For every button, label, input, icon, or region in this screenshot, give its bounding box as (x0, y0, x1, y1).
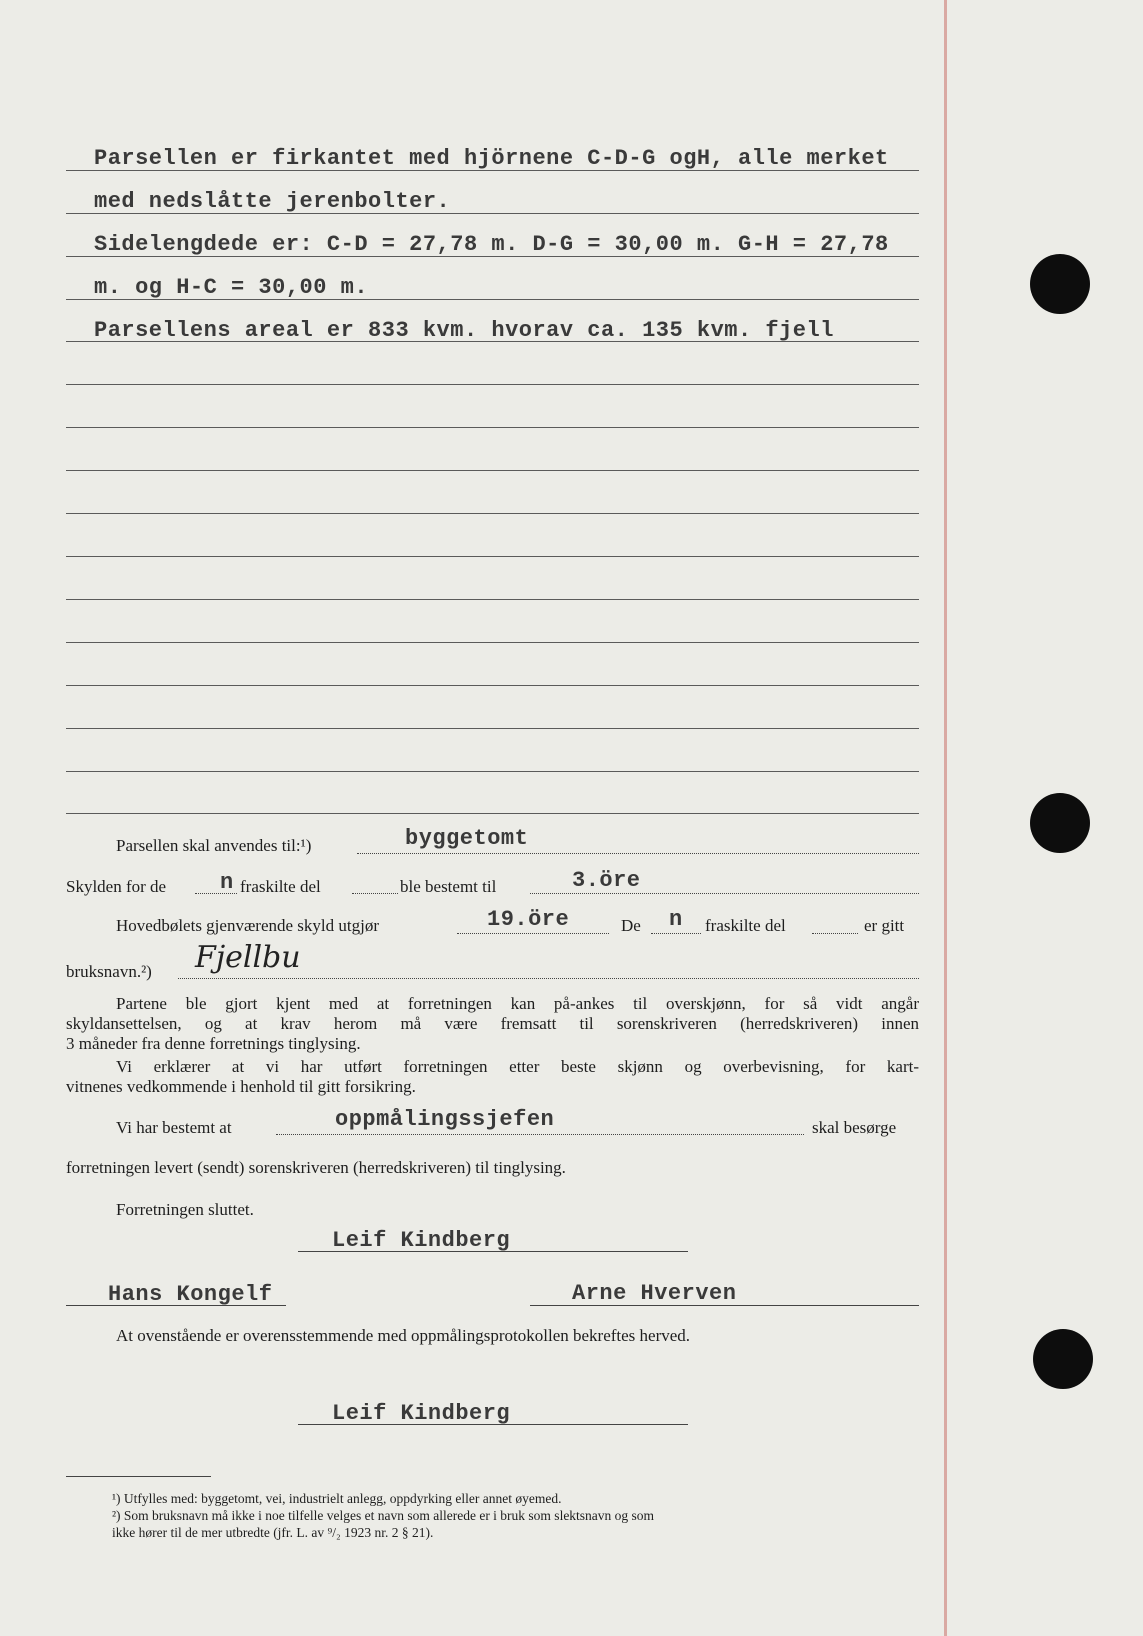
skyld-value-line (530, 893, 919, 894)
ruled-line (66, 642, 919, 643)
paragraph2-line2: vitnenes vedkommende i henhold til gitt forsikring. (66, 1077, 416, 1096)
signature-1: Leif Kindberg (332, 1228, 511, 1253)
paragraph1-line2: skyldansettelsen, og at krav herom må være fremsatt til sorenskriveren (herredskriveren) innen (66, 1014, 919, 1033)
ruled-line (66, 813, 919, 814)
typed-line-5: Parsellens areal er 833 kvm. hvorav ca. 135 kvm. fjell (94, 318, 834, 343)
bruksnavn-line (178, 978, 919, 979)
punch-hole-bottom (1033, 1329, 1093, 1389)
skyld-mid2: ble bestemt til (400, 877, 497, 896)
footnote-2-line2: ikke hører til de mer utbredte (jfr. L. av ⁹/₂ 1923 nr. 2 § 21). (112, 1525, 434, 1540)
punch-hole-middle (1030, 793, 1090, 853)
paragraph1-line1: Partene ble gjort kjent med at forretningen kan på-ankes til overskjønn, for så vidt angår (116, 994, 919, 1013)
skyld-blank-line (352, 893, 398, 894)
confirm-text: At ovenstående er overensstemmende med oppmålingsprotokollen bekreftes herved. (116, 1326, 691, 1345)
bestemt-prefix: Vi har bestemt at (116, 1118, 232, 1137)
typed-line-2: med nedslåtte jerenbolter. (94, 189, 451, 214)
footnote-2-line1: ²) Som bruksnavn må ikke i noe tilfelle velges et navn som allerede er i bruk som slektsnavn og som (112, 1508, 655, 1523)
bestemt-value: oppmålingssjefen (335, 1107, 555, 1132)
hoved-value-line (457, 933, 609, 934)
signature-3: Arne Hverven (572, 1281, 737, 1306)
footnote-1: ¹) Utfylles med: byggetomt, vei, industrielt anlegg, oppdyrking eller annet øyemed. (112, 1491, 562, 1506)
hoved-suffix: er gitt (864, 916, 905, 935)
signature-2: Hans Kongelf (108, 1282, 273, 1307)
use-field-line (357, 853, 919, 854)
footnote-rule (66, 1476, 211, 1477)
bestemt-suffix: skal besørge (812, 1118, 897, 1137)
use-value: byggetomt (405, 826, 529, 851)
use-label: Parsellen skal anvendes til:¹) (116, 836, 312, 855)
ruled-line (66, 513, 919, 514)
skyld-value: 3.öre (572, 868, 641, 893)
hoved-de: De (621, 916, 641, 935)
bruksnavn-label: bruksnavn.²) (66, 962, 152, 981)
hoved-prefix: Hovedbølets gjenværende skyld utgjør (116, 916, 379, 935)
ruled-line (66, 599, 919, 600)
hoved-mid: fraskilte del (705, 916, 786, 935)
signature-4: Leif Kindberg (332, 1401, 511, 1426)
levert-text: forretningen levert (sendt) sorenskriveren (herredskriveren) til tinglysing. (66, 1158, 566, 1177)
ruled-line (66, 771, 919, 772)
skyld-prefix: Skylden for de (66, 877, 167, 896)
skyld-mid1: fraskilte del (240, 877, 321, 896)
bestemt-line (276, 1134, 804, 1135)
punch-hole-top (1030, 254, 1090, 314)
bruksnavn-value: Fjellbu (195, 940, 301, 975)
ruled-line (66, 384, 919, 385)
typed-line-4: m. og H-C = 30,00 m. (94, 275, 369, 300)
ruled-line (66, 685, 919, 686)
red-margin-line (944, 0, 947, 1636)
hoved-blank-line (812, 933, 858, 934)
skyld-part: n (220, 870, 234, 895)
hoved-part: n (669, 907, 683, 932)
ruled-line (66, 470, 919, 471)
ruled-line (66, 728, 919, 729)
ruled-line (66, 556, 919, 557)
typed-line-1: Parsellen er firkantet med hjörnene C-D-G ogH, alle merket (94, 146, 889, 171)
typed-line-3: Sidelengdede er: C-D = 27,78 m. D-G = 30,00 m. G-H = 27,78 (94, 232, 889, 257)
ruled-line (66, 427, 919, 428)
hoved-part-line (651, 933, 701, 934)
paragraph1-line3: 3 måneder fra denne forretnings tinglysing. (66, 1034, 361, 1053)
sluttet-text: Forretningen sluttet. (116, 1200, 254, 1219)
paragraph2-line1: Vi erklærer at vi har utført forretningen etter beste skjønn og overbevisning, for kart- (116, 1057, 919, 1076)
hoved-value: 19.öre (487, 907, 570, 932)
